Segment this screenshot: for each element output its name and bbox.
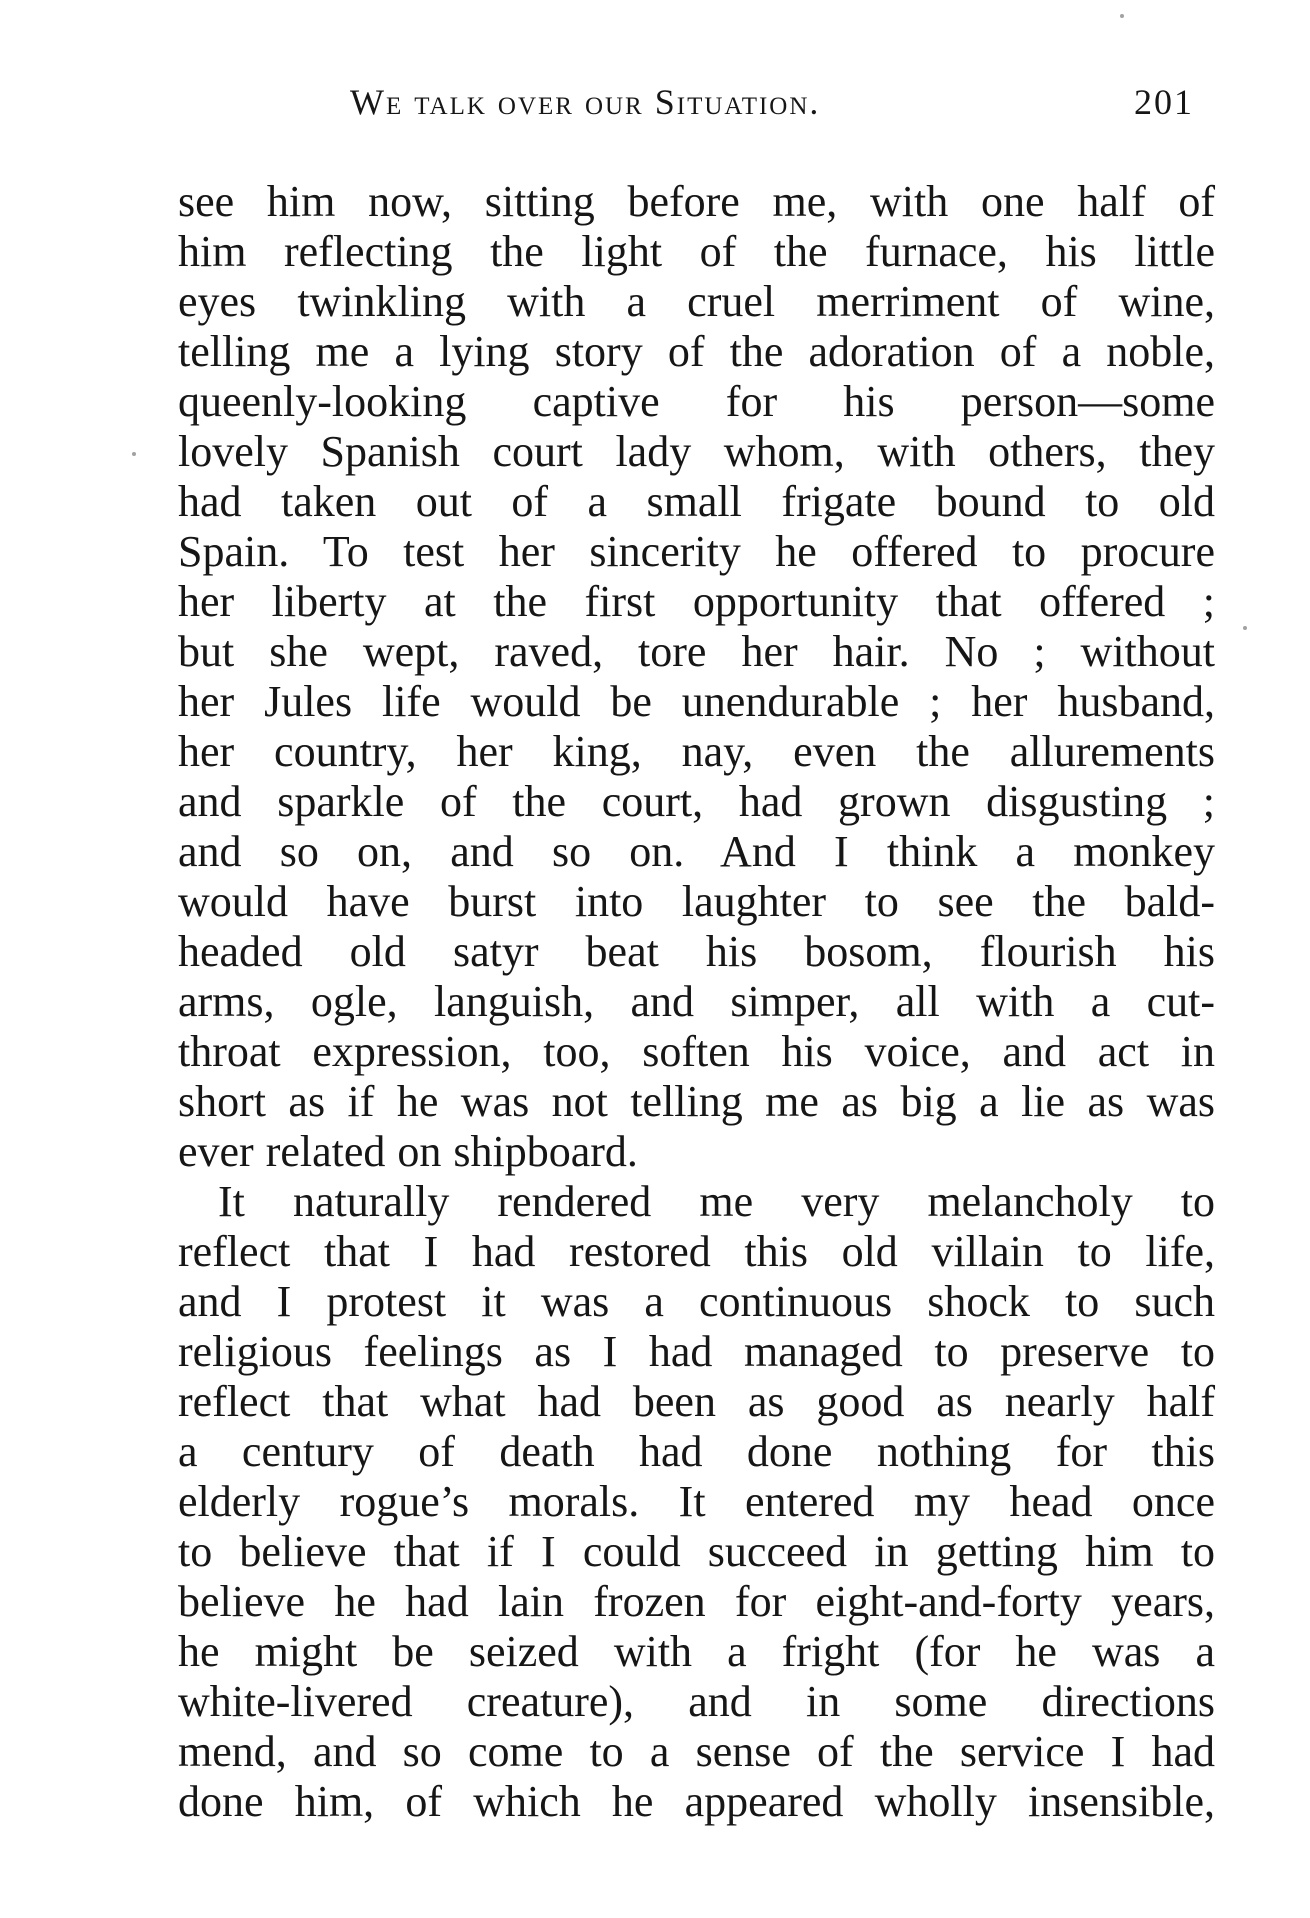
text-line: her country, her king, nay, even the allurements: [178, 727, 1215, 776]
text-line: to believe that if I could succeed in getting him to: [178, 1527, 1215, 1576]
text-line: see him now, sitting before me, with one half of: [178, 177, 1215, 226]
paper-speck: [132, 452, 136, 456]
page-number: 201: [1134, 82, 1194, 122]
text-line: and I protest it was a continuous shock to such: [178, 1277, 1215, 1326]
text-line: and so on, and so on. And I think a monkey: [178, 827, 1215, 876]
body-text: [178, 177, 1215, 1827]
text-line: lovely Spanish court lady whom, with others, they: [178, 427, 1215, 476]
text-line: arms, ogle, languish, and simper, all with a cut-: [178, 977, 1215, 1026]
text-line: done him, of which he appeared wholly insensible,: [178, 1777, 1215, 1826]
text-line: believe he had lain frozen for eight-and-forty years,: [178, 1577, 1215, 1626]
text-line: had taken out of a small frigate bound to old: [178, 477, 1215, 526]
chapter-title: We talk over our Situation.: [350, 82, 821, 122]
text-line: headed old satyr beat his bosom, flourish his: [178, 927, 1215, 976]
paper-speck: [1120, 14, 1124, 18]
text-line: and sparkle of the court, had grown disgusting ;: [178, 777, 1215, 826]
text-line: white-livered creature), and in some directions: [178, 1677, 1215, 1726]
text-line: throat expression, too, soften his voice, and act in: [178, 1027, 1215, 1076]
text-line: him reflecting the light of the furnace, his little: [178, 227, 1215, 276]
text-line: but she wept, raved, tore her hair. No ; without: [178, 627, 1215, 676]
paper-speck: [1243, 626, 1247, 630]
text-line: mend, and so come to a sense of the service I had: [178, 1727, 1215, 1776]
text-line: queenly-looking captive for his person—some: [178, 377, 1215, 426]
paragraph-first-line: It naturally rendered me very melancholy to: [218, 1177, 1215, 1226]
text-line: her Jules life would be unendurable ; her husband,: [178, 677, 1215, 726]
text-line: reflect that what had been as good as nearly half: [178, 1377, 1215, 1426]
text-line: eyes twinkling with a cruel merriment of wine,: [178, 277, 1215, 326]
running-header: [178, 72, 1208, 132]
text-line: elderly rogue’s morals. It entered my head once: [178, 1477, 1215, 1526]
text-line: would have burst into laughter to see the bald-: [178, 877, 1215, 926]
text-line: he might be seized with a fright (for he was a: [178, 1627, 1215, 1676]
text-line: her liberty at the first opportunity that offered ;: [178, 577, 1215, 626]
text-line: a century of death had done nothing for this: [178, 1427, 1215, 1476]
text-line: religious feelings as I had managed to preserve to: [178, 1327, 1215, 1376]
text-line: reflect that I had restored this old villain to life,: [178, 1227, 1215, 1276]
text-line: short as if he was not telling me as big a lie as was: [178, 1077, 1215, 1126]
paragraph-last-line: ever related on shipboard.: [178, 1127, 638, 1176]
text-line: telling me a lying story of the adoration of a noble,: [178, 327, 1215, 376]
text-line: Spain. To test her sincerity he offered to procure: [178, 527, 1215, 576]
